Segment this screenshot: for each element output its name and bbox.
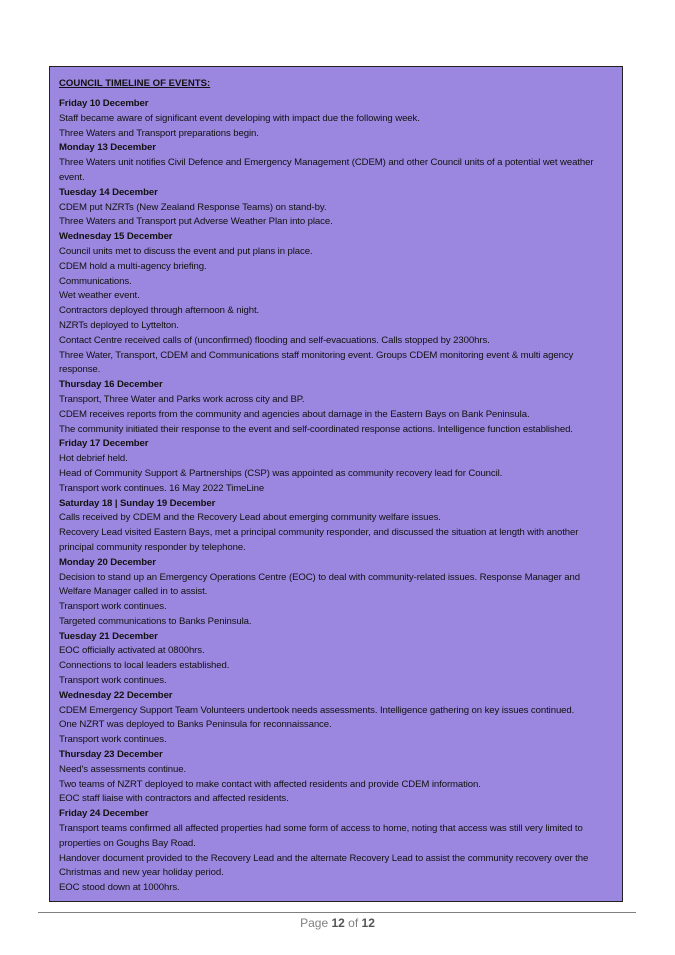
- timeline-entry-line: Three Water, Transport, CDEM and Communications staff monitoring event. Groups CDEM monitoring event & multi agency: [59, 349, 574, 361]
- timeline-entry-line: event.: [59, 171, 85, 183]
- total-pages: 12: [361, 916, 375, 930]
- timeline-day-heading: Thursday 23 December: [59, 749, 163, 761]
- timeline-entry-line: EOC stood down at 1000hrs.: [59, 882, 180, 894]
- timeline-entry-line: principal community responder by telephone.: [59, 541, 246, 553]
- timeline-day-heading: Friday 24 December: [59, 808, 149, 820]
- timeline-day-heading: Friday 10 December: [59, 98, 149, 109]
- timeline-entry-line: Handover document provided to the Recovery Lead and the alternate Recovery Lead to assist the community recovery over the: [59, 852, 589, 864]
- timeline-entry-line: Need's assessments continue.: [59, 763, 187, 775]
- council-timeline-box: [49, 66, 623, 902]
- timeline-entry-line: Three Waters unit notifies Civil Defence and Emergency Management (CDEM) and other Council units of a potential wet weather: [59, 157, 594, 169]
- timeline-day-heading: Tuesday 14 December: [59, 186, 158, 198]
- timeline-day-heading: Friday 17 December: [59, 438, 149, 450]
- timeline-entry-line: Staff became aware of significant event developing with impact due the following week.: [59, 112, 420, 124]
- timeline-day-heading: Saturday 18 | Sunday 19 December: [59, 497, 216, 509]
- timeline-entry-line: CDEM hold a multi-agency briefing.: [59, 260, 207, 272]
- timeline-entry-line: Contact Centre received calls of (unconfirmed) flooding and self-evacuations. Calls stopped by 2300hrs.: [59, 334, 490, 346]
- timeline-entry-line: Transport work continues.: [59, 675, 167, 687]
- timeline-entry-line: EOC officially activated at 0800hrs.: [59, 645, 205, 657]
- timeline-heading: COUNCIL TIMELINE OF EVENTS:: [59, 78, 211, 89]
- timeline-day-heading: Monday 13 December: [59, 142, 156, 154]
- timeline-entry-line: CDEM receives reports from the community and agencies about damage in the Eastern Bays on Bank Peninsula.: [59, 408, 530, 420]
- timeline-entry-line: CDEM put NZRTs (New Zealand Response Teams) on stand-by.: [59, 201, 327, 213]
- timeline-entry-line: Three Waters and Transport preparations begin.: [59, 127, 259, 139]
- timeline-entry-line: Connections to local leaders established.: [59, 660, 230, 672]
- timeline-entry-line: Transport, Three Water and Parks work across city and BP.: [59, 393, 305, 405]
- timeline-entry-line: Head of Community Support & Partnerships (CSP) was appointed as community recovery lead for Council.: [59, 467, 503, 479]
- timeline-entry-line: Wet weather event.: [59, 290, 140, 302]
- timeline-entry-line: Welfare Manager called in to assist.: [59, 586, 208, 598]
- timeline-entry-line: Recovery Lead visited Eastern Bays, met a principal community responder, and discussed the situation at length with another: [59, 527, 579, 539]
- timeline-entry-line: One NZRT was deployed to Banks Peninsula for reconnaissance.: [59, 719, 332, 731]
- timeline-day-heading: Thursday 16 December: [59, 379, 163, 391]
- timeline-entry-line: Transport work continues. 16 May 2022 TimeLine: [59, 482, 265, 494]
- timeline-entry-line: Communications.: [59, 275, 132, 287]
- timeline-entry-line: NZRTs deployed to Lyttelton.: [59, 319, 179, 331]
- timeline-entry-line: Targeted communications to Banks Peninsula.: [59, 615, 252, 627]
- timeline-entry-line: The community initiated their response to the event and self-coordinated response actions. Intelligence function established.: [59, 423, 573, 435]
- timeline-entry-line: CDEM Emergency Support Team Volunteers undertook needs assessments. Intelligence gathering on key issues continued.: [59, 704, 575, 716]
- timeline-entry-line: Transport work continues.: [59, 601, 167, 613]
- timeline-day-heading: Monday 20 December: [59, 556, 156, 568]
- timeline-entry-line: Three Waters and Transport put Adverse Weather Plan into place.: [59, 216, 333, 228]
- timeline-entry-line: Transport work continues.: [59, 734, 167, 746]
- timeline-entry-line: Hot debrief held.: [59, 453, 128, 465]
- timeline-day-heading: Tuesday 21 December: [59, 630, 158, 642]
- timeline-entry-line: Contractors deployed through afternoon & night.: [59, 305, 260, 317]
- timeline-lines: [59, 97, 613, 896]
- timeline-entry-line: Christmas and new year holiday period.: [59, 867, 224, 879]
- page-word: Page: [300, 916, 329, 930]
- timeline-day-heading: Wednesday 15 December: [59, 231, 173, 243]
- timeline-entry-line: Council units met to discuss the event and put plans in place.: [59, 245, 313, 257]
- timeline-entry-line: Two teams of NZRT deployed to make contact with affected residents and provide CDEM information.: [59, 778, 481, 790]
- page-number: [0, 915, 675, 931]
- current-page: 12: [331, 916, 345, 930]
- timeline-entry-line: response.: [59, 364, 101, 376]
- timeline-day-heading: Wednesday 22 December: [59, 689, 173, 701]
- timeline-entry-line: Transport teams confirmed all affected properties had some form of access to home, noting that access was still very limited to: [59, 823, 583, 835]
- timeline-entry-line: EOC staff liaise with contractors and affected residents.: [59, 793, 289, 805]
- footer-divider: [38, 912, 636, 913]
- timeline-entry-line: Decision to stand up an Emergency Operations Centre (EOC) to deal with community-related issues. Response Manager and: [59, 571, 581, 583]
- timeline-entry-line: Calls received by CDEM and the Recovery Lead about emerging community welfare issues.: [59, 512, 441, 524]
- of-word: of: [348, 916, 359, 930]
- timeline-entry-line: properties on Goughs Bay Road.: [59, 837, 196, 849]
